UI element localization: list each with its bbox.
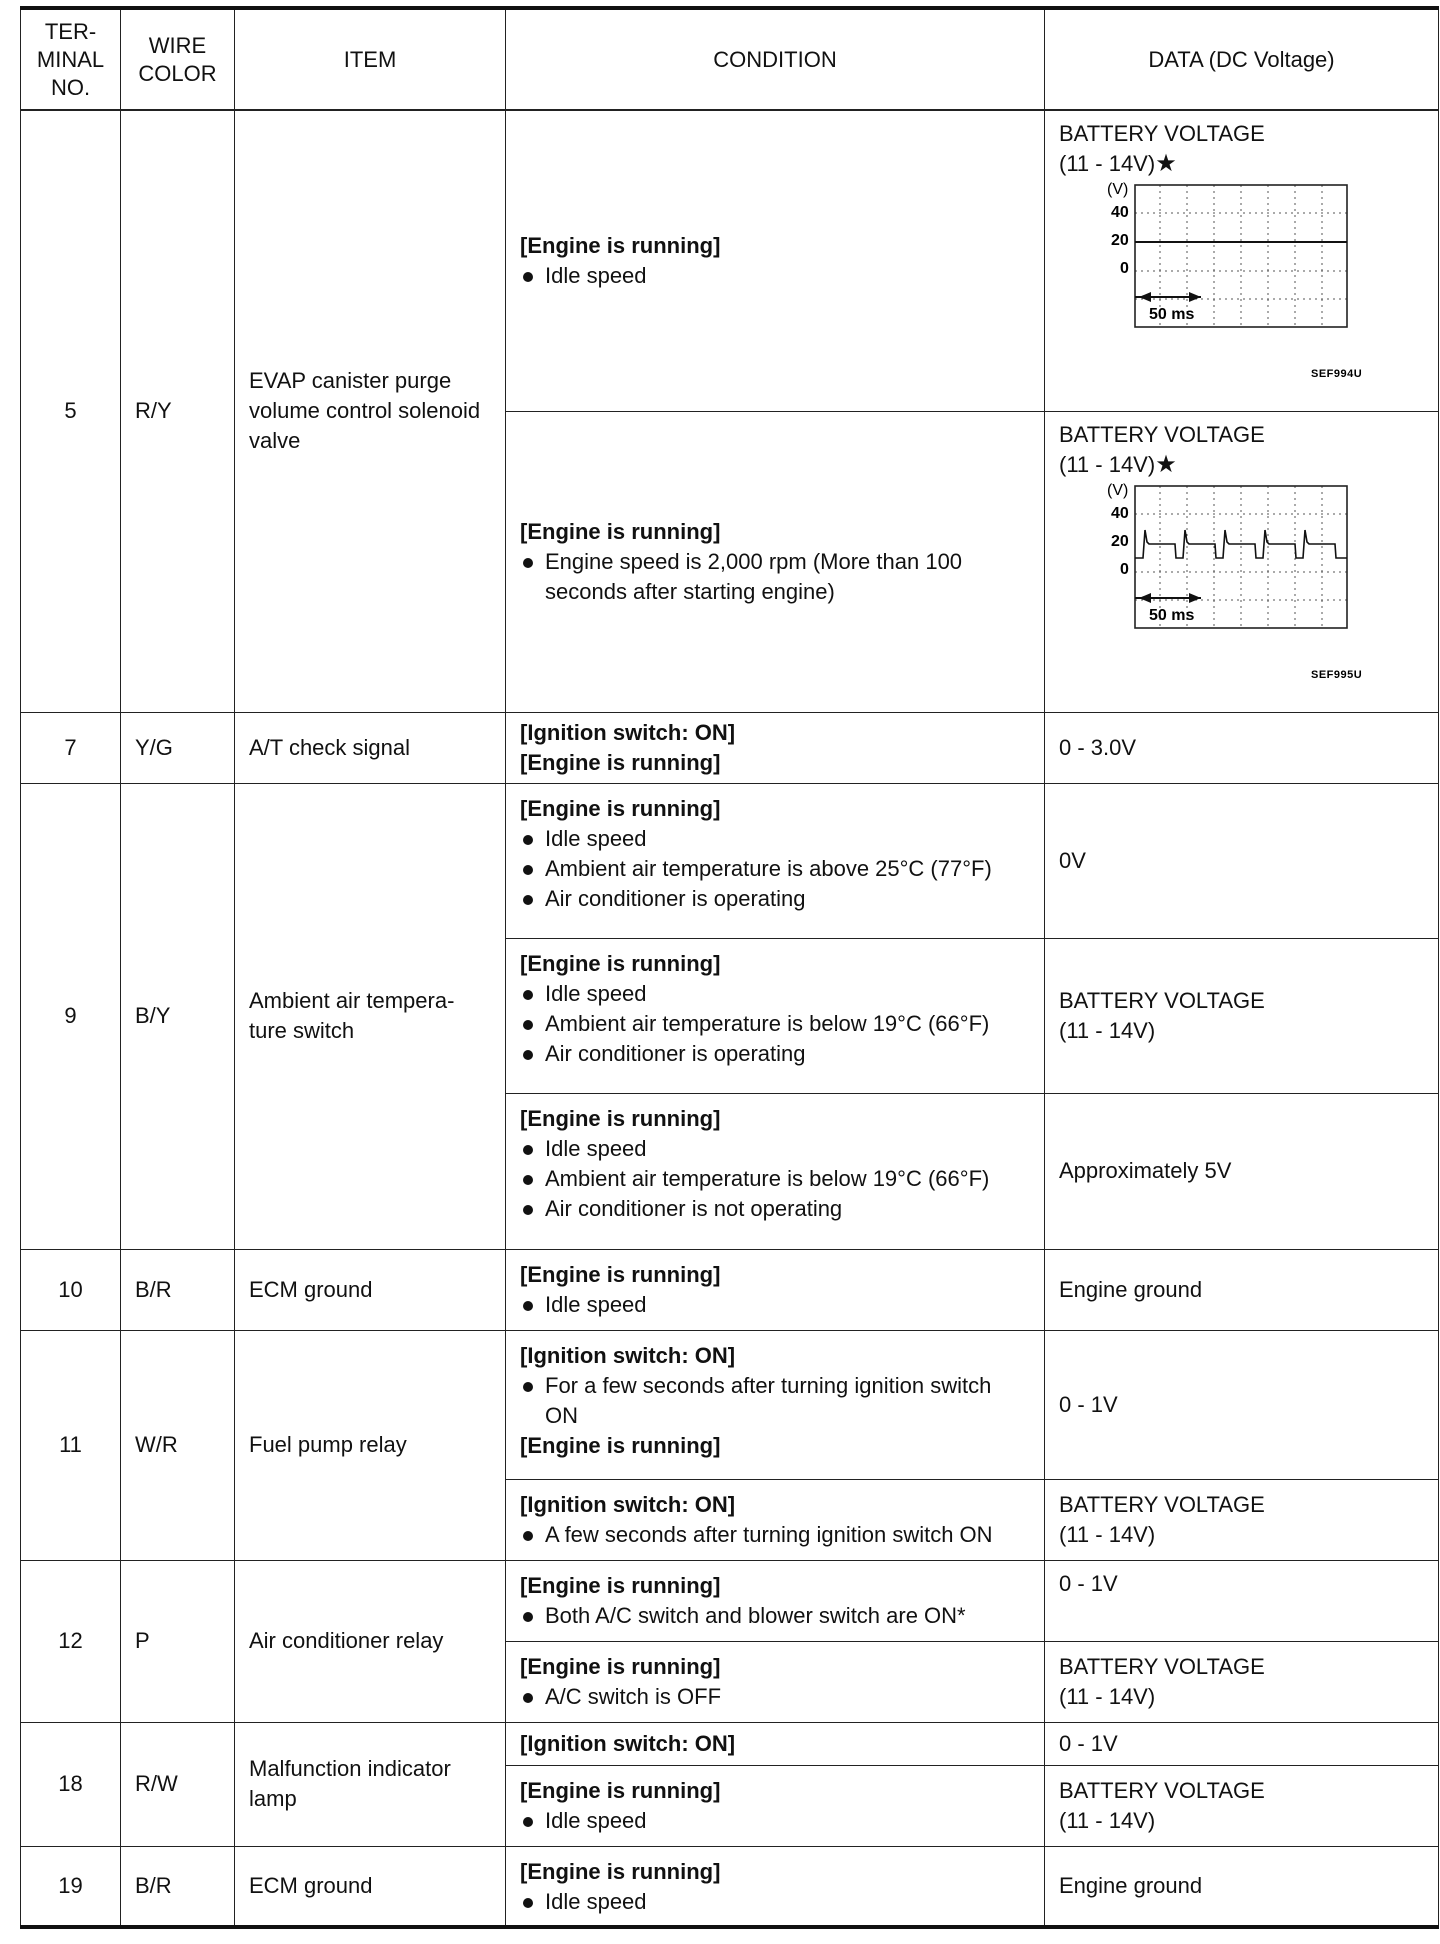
- axis-tick-0: 0: [1120, 260, 1129, 277]
- condition-cell: [506, 110, 1045, 411]
- condition-bullet: Idle speed: [520, 261, 1030, 291]
- header-terminal-no: [21, 8, 121, 110]
- condition-header: [Engine is running]: [520, 795, 721, 821]
- condition-header: [Ignition switch: ON]: [520, 1491, 736, 1517]
- condition-bullet: A few seconds after turning ignition switch ON: [520, 1520, 1030, 1550]
- table-row: [21, 712, 1439, 783]
- condition-header: [Engine is running]: [520, 232, 721, 258]
- data-value: 0V: [1045, 783, 1439, 938]
- data-range: (11 - 14V): [1059, 1017, 1156, 1043]
- terminal-number: 5: [21, 110, 121, 712]
- table-row: [21, 1560, 1439, 1641]
- wire-color: B/Y: [121, 783, 235, 1249]
- condition-bullet: Ambient air temperature is below 19°C (66°F): [520, 1164, 1030, 1194]
- data-value: BATTERY VOLTAGE: [1059, 1653, 1265, 1679]
- condition-cell: [506, 1722, 1045, 1765]
- oscilloscope-waveform-2000rpm: [1059, 482, 1379, 694]
- data-range: [1059, 450, 1424, 480]
- table-row: [21, 783, 1439, 938]
- wire-color: R/W: [121, 1722, 235, 1846]
- axis-tick-40: 40: [1111, 204, 1129, 221]
- condition-header: [Engine is running]: [520, 1432, 721, 1458]
- header-item: ITEM: [235, 8, 506, 110]
- wire-color: R/Y: [121, 110, 235, 712]
- terminal-number: 11: [21, 1330, 121, 1560]
- data-value: Approximately 5V: [1045, 1093, 1439, 1249]
- table-row: [21, 1722, 1439, 1765]
- condition-cell: [506, 783, 1045, 938]
- condition-cell: [506, 1249, 1045, 1330]
- wire-color: P: [121, 1560, 235, 1722]
- condition-header: [Engine is running]: [520, 1653, 721, 1679]
- condition-cell: [506, 712, 1045, 783]
- header-wire-line2: COLOR: [138, 60, 217, 86]
- item-name: A/T check signal: [235, 712, 506, 783]
- terminal-number: 12: [21, 1560, 121, 1722]
- data-value: 0 - 1V: [1045, 1722, 1439, 1765]
- condition-bullet: Engine speed is 2,000 rpm (More than 100 seconds after starting engine): [520, 547, 1030, 607]
- axis-unit: (V): [1107, 181, 1129, 198]
- header-terminal-line3: NO.: [50, 74, 91, 100]
- condition-bullet: Idle speed: [520, 979, 1030, 1009]
- terminal-number: 10: [21, 1249, 121, 1330]
- wire-color: Y/G: [121, 712, 235, 783]
- condition-cell: [506, 1846, 1045, 1927]
- header-data: DATA (DC Voltage): [1045, 8, 1439, 110]
- item-name: Fuel pump relay: [235, 1330, 506, 1560]
- condition-bullet: Idle speed: [520, 1887, 1030, 1917]
- data-value: BATTERY VOLTAGE: [1059, 987, 1265, 1013]
- condition-bullet: Idle speed: [520, 1134, 1030, 1164]
- condition-header: [Ignition switch: ON]: [520, 1730, 736, 1756]
- data-range: (11 - 14V): [1059, 1807, 1156, 1833]
- terminal-number: 19: [21, 1846, 121, 1927]
- condition-bullet: Both A/C switch and blower switch are ON*: [520, 1601, 1030, 1631]
- item-name: ECM ground: [235, 1249, 506, 1330]
- condition-bullet: Air conditioner is operating: [520, 884, 1030, 914]
- header-wire-color: [121, 8, 235, 110]
- item-name: Malfunction indicator lamp: [235, 1722, 506, 1846]
- data-cell: [1045, 938, 1439, 1093]
- oscilloscope-waveform-idle: [1059, 181, 1379, 393]
- axis-unit: (V): [1107, 481, 1129, 499]
- table-header-row: [21, 8, 1439, 110]
- condition-header: [Ignition switch: ON]: [520, 1342, 736, 1368]
- condition-bullet: Idle speed: [520, 824, 1030, 854]
- condition-cell: [506, 1479, 1045, 1560]
- condition-cell: [506, 1093, 1045, 1249]
- data-range-text: (11 - 14V): [1059, 151, 1156, 176]
- condition-header: [Engine is running]: [520, 518, 721, 544]
- terminal-data-table-page: [20, 6, 1438, 1929]
- star-icon: ★: [1155, 450, 1177, 478]
- condition-header: [Engine is running]: [520, 1261, 721, 1287]
- axis-tick-40: 40: [1111, 504, 1129, 522]
- data-cell: [1045, 411, 1439, 712]
- data-value: BATTERY VOLTAGE: [1059, 1777, 1265, 1803]
- condition-bullet: A/C switch is OFF: [520, 1682, 1030, 1712]
- axis-tick-20: 20: [1111, 232, 1129, 249]
- data-value: Engine ground: [1045, 1846, 1439, 1927]
- data-range: [1059, 149, 1424, 179]
- item-name: Ambient air tempera-ture switch: [235, 783, 506, 1249]
- data-value: BATTERY VOLTAGE: [1059, 1491, 1265, 1517]
- item-name: ECM ground: [235, 1846, 506, 1927]
- condition-bullet: For a few seconds after turning ignition switch ON: [520, 1371, 1030, 1431]
- item-name: Air conditioner relay: [235, 1560, 506, 1722]
- header-wire-line1: WIRE: [148, 32, 207, 58]
- condition-bullet: Air conditioner is not operating: [520, 1194, 1030, 1224]
- figure-id: SEF994U: [1311, 368, 1363, 380]
- table-row: [21, 1846, 1439, 1927]
- axis-tick-20: 20: [1111, 532, 1129, 550]
- time-scale: 50 ms: [1149, 606, 1195, 624]
- condition-cell: [506, 938, 1045, 1093]
- table-row: [21, 1249, 1439, 1330]
- data-cell: [1045, 1641, 1439, 1722]
- header-terminal-line2: MINAL: [36, 46, 105, 72]
- figure-id: SEF995U: [1311, 668, 1363, 681]
- header-condition: CONDITION: [506, 8, 1045, 110]
- data-range-text: (11 - 14V): [1059, 451, 1156, 477]
- condition-cell: [506, 1560, 1045, 1641]
- terminal-number: 9: [21, 783, 121, 1249]
- condition-cell: [506, 1330, 1045, 1479]
- data-value: BATTERY VOLTAGE: [1059, 121, 1265, 146]
- data-value: 0 - 1V: [1045, 1330, 1439, 1479]
- wire-color: W/R: [121, 1330, 235, 1560]
- ecm-terminal-table: [20, 6, 1439, 1929]
- data-value: 0 - 3.0V: [1045, 712, 1439, 783]
- data-cell: [1045, 1479, 1439, 1560]
- data-value: BATTERY VOLTAGE: [1059, 421, 1265, 447]
- data-range: (11 - 14V): [1059, 1683, 1156, 1709]
- condition-header: [Engine is running]: [520, 1105, 721, 1131]
- condition-cell: [506, 411, 1045, 712]
- data-value: Engine ground: [1045, 1249, 1439, 1330]
- table-row: [21, 1330, 1439, 1479]
- data-range: (11 - 14V): [1059, 1521, 1156, 1547]
- condition-bullet: Idle speed: [520, 1290, 1030, 1320]
- axis-tick-0: 0: [1120, 560, 1129, 578]
- data-cell: [1045, 110, 1439, 411]
- header-terminal-line1: TER-: [44, 18, 97, 44]
- condition-header: [Engine is running]: [520, 749, 721, 775]
- terminal-number: 7: [21, 712, 121, 783]
- item-name: EVAP canister purge volume control solenoid valve: [235, 110, 506, 712]
- table-row: [21, 110, 1439, 411]
- condition-header: [Engine is running]: [520, 950, 721, 976]
- condition-header: [Engine is running]: [520, 1572, 721, 1598]
- condition-bullet: Ambient air temperature is above 25°C (77°F): [520, 854, 1030, 884]
- wire-color: B/R: [121, 1846, 235, 1927]
- condition-header: [Engine is running]: [520, 1777, 721, 1803]
- condition-bullet: Idle speed: [520, 1806, 1030, 1836]
- condition-cell: [506, 1765, 1045, 1846]
- condition-header: [Ignition switch: ON]: [520, 719, 736, 745]
- data-cell: [1045, 1765, 1439, 1846]
- condition-bullet: Air conditioner is operating: [520, 1039, 1030, 1069]
- wire-color: B/R: [121, 1249, 235, 1330]
- condition-bullet: Ambient air temperature is below 19°C (66°F): [520, 1009, 1030, 1039]
- terminal-number: 18: [21, 1722, 121, 1846]
- star-icon: ★: [1155, 150, 1177, 177]
- condition-header: [Engine is running]: [520, 1858, 721, 1884]
- condition-cell: [506, 1641, 1045, 1722]
- time-scale: 50 ms: [1149, 306, 1195, 323]
- data-value: 0 - 1V: [1045, 1560, 1439, 1641]
